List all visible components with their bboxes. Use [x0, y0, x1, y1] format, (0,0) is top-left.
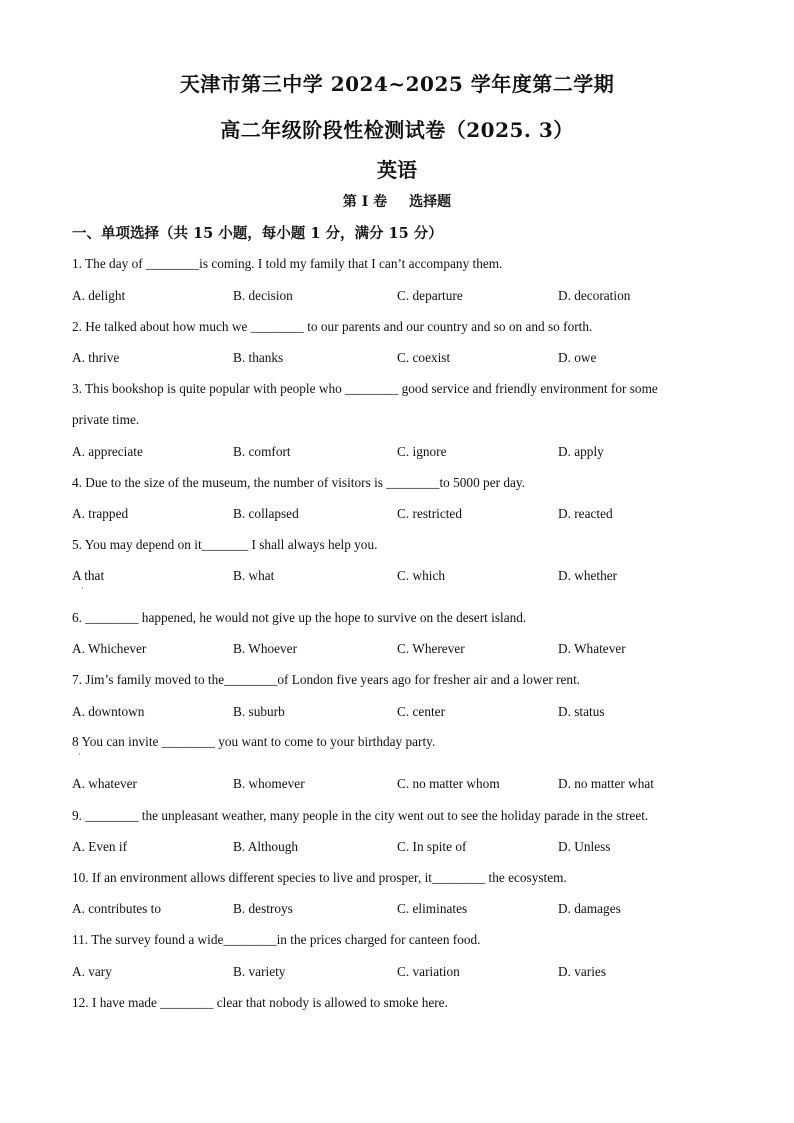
question-3: 3. This bookshop is quite popular with people who ________ good service and friendly environment for some — [72, 381, 658, 396]
question-9: 9. ________ the unpleasant weather, many people in the city went out to see the holiday parade in the street. — [72, 808, 649, 823]
q8-option-a: A. whatever — [72, 776, 137, 791]
part-name: 选择题 — [409, 194, 452, 210]
q7-option-b: B. suburb — [233, 704, 285, 719]
subject-title: 英语 — [377, 158, 417, 182]
q5-option-c: C. which — [397, 568, 446, 583]
q1-option-a: A. delight — [72, 288, 126, 303]
part-label: 第 I 卷 — [342, 194, 388, 210]
stray-dot-mark: · — [78, 750, 81, 759]
q4-option-c: C. restricted — [397, 506, 462, 521]
q2-option-c: C. coexist — [397, 350, 451, 365]
question-8: 8 You can invite ________ you want to come to your birthday party. — [72, 734, 436, 749]
q3-option-a: A. appreciate — [72, 444, 143, 459]
q9-option-c: C. In spite of — [397, 839, 467, 854]
stray-dot-mark: · — [81, 584, 84, 593]
q4-option-a: A. trapped — [72, 506, 129, 521]
q4-option-d: D. reacted — [558, 506, 613, 521]
q1-option-d: D. decoration — [558, 288, 631, 303]
q1-option-c: C. departure — [397, 288, 463, 303]
part-heading — [0, 191, 794, 211]
q2-option-d: D. owe — [558, 350, 597, 365]
q3-option-d: D. apply — [558, 444, 604, 459]
question-12: 12. I have made ________ clear that nobody is allowed to smoke here. — [72, 995, 448, 1010]
q1-option-b: B. decision — [233, 288, 293, 303]
question-6: 6. ________ happened, he would not give up the hope to survive on the desert island. — [72, 610, 527, 625]
question-1: 1. The day of ________is coming. I told my family that I can’t accompany them. — [72, 256, 503, 271]
question-10: 10. If an environment allows different species to live and prosper, it________ the ecosystem. — [72, 870, 567, 885]
question-3-continued: private time. — [72, 412, 140, 427]
question-11: 11. The survey found a wide________in the prices charged for canteen food. — [72, 932, 481, 947]
section-title: 一、单项选择（共 15 小题，每小题 1 分，满分 15 分） — [72, 225, 443, 242]
q9-option-a: A. Even if — [72, 839, 128, 854]
q6-option-c: C. Wherever — [397, 641, 465, 656]
q7-option-d: D. status — [558, 704, 605, 719]
q4-option-b: B. collapsed — [233, 506, 299, 521]
q6-option-b: B. Whoever — [233, 641, 298, 656]
q9-option-d: D. Unless — [558, 839, 611, 854]
q7-option-c: C. center — [397, 704, 445, 719]
q5-option-d: D. whether — [558, 568, 618, 583]
q5-option-a: A that — [72, 568, 105, 583]
exam-subtitle: 高二年级阶段性检测试卷（2025. 3） — [220, 118, 574, 142]
q5-option-b: B. what — [233, 568, 275, 583]
q10-option-c: C. eliminates — [397, 901, 468, 916]
q10-option-b: B. destroys — [233, 901, 293, 916]
q2-option-a: A. thrive — [72, 350, 120, 365]
q9-option-b: B. Although — [233, 839, 299, 854]
q7-option-a: A. downtown — [72, 704, 145, 719]
q8-option-b: B. whomever — [233, 776, 305, 791]
question-4: 4. Due to the size of the museum, the number of visitors is ________to 5000 per day. — [72, 475, 526, 490]
q3-option-b: B. comfort — [233, 444, 291, 459]
question-7: 7. Jim’s family moved to the________of London five years ago for fresher air and a lower rent. — [72, 672, 581, 687]
q10-option-a: A. contributes to — [72, 901, 162, 916]
question-5: 5. You may depend on it_______ I shall always help you. — [72, 537, 378, 552]
exam-title: 天津市第三中学 2024~2025 学年度第二学期 — [179, 72, 615, 96]
q10-option-d: D. damages — [558, 901, 621, 916]
q2-option-b: B. thanks — [233, 350, 284, 365]
q11-option-b: B. variety — [233, 964, 286, 979]
q8-option-d: D. no matter what — [558, 776, 655, 791]
q11-option-a: A. vary — [72, 964, 112, 979]
q11-option-c: C. variation — [397, 964, 460, 979]
q3-option-c: C. ignore — [397, 444, 447, 459]
q8-option-c: C. no matter whom — [397, 776, 500, 791]
q6-option-d: D. Whatever — [558, 641, 626, 656]
q6-option-a: A. Whichever — [72, 641, 147, 656]
question-2: 2. He talked about how much we ________ to our parents and our country and so on and so forth. — [72, 319, 593, 334]
q11-option-d: D. varies — [558, 964, 606, 979]
